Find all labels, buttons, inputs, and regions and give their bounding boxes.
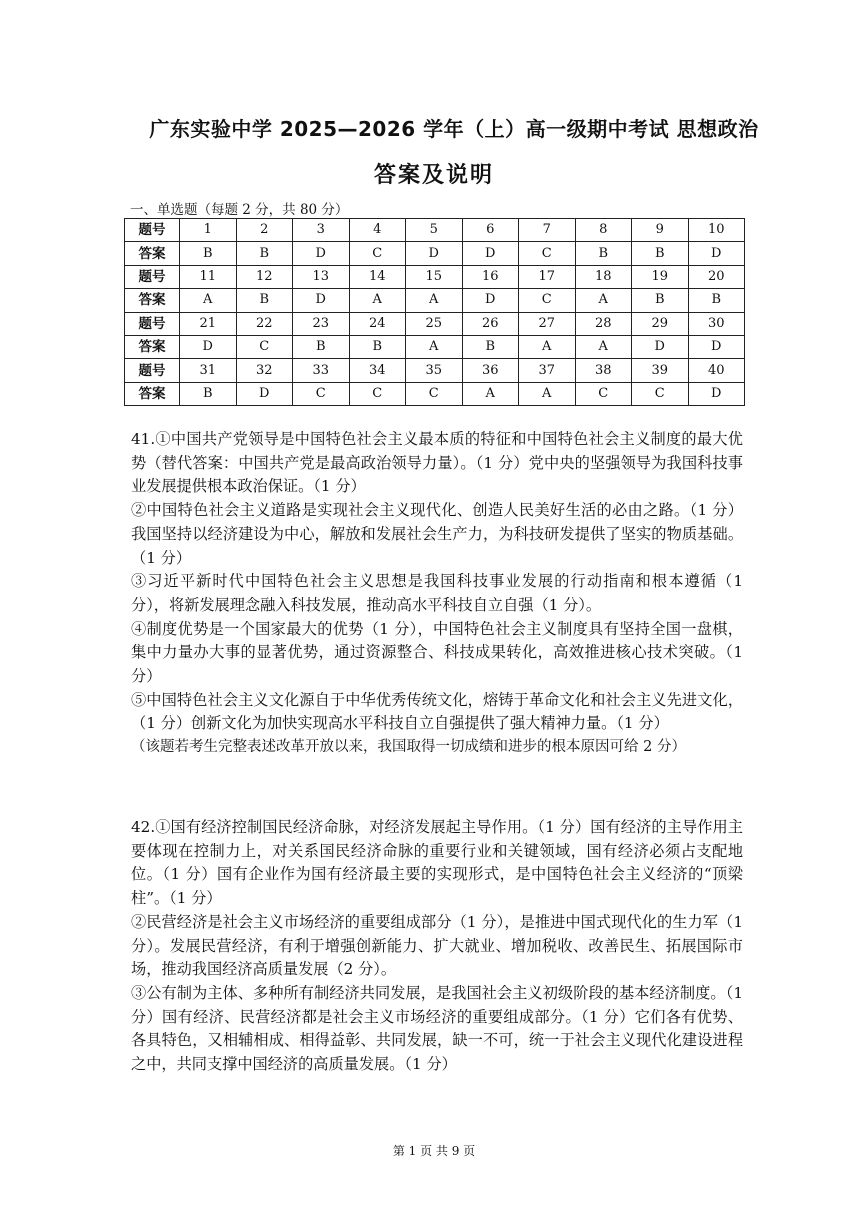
answer-cell: A xyxy=(519,335,576,358)
answer-cell: C xyxy=(293,382,350,405)
question-number-cell: 35 xyxy=(406,359,463,382)
answer-table-body xyxy=(125,219,745,406)
question-number-row xyxy=(125,265,745,288)
question-number-cell: 26 xyxy=(462,312,519,335)
question-number-cell: 25 xyxy=(406,312,463,335)
answer-cell: A xyxy=(349,289,406,312)
answer-cell: B xyxy=(632,289,689,312)
question-number-cell: 20 xyxy=(688,265,745,288)
question-number-cell: 32 xyxy=(236,359,293,382)
row-label: 题号 xyxy=(125,265,180,288)
row-label: 题号 xyxy=(125,312,180,335)
answer-paragraph: ②中国特色社会主义道路是实现社会主义现代化、创造人民美好生活的必由之路。（1 分）我国坚持以经济建设为中心，解放和发展社会生产力，为科技研发提供了坚实的物质基础。（1 分） xyxy=(131,501,743,567)
answer-cell: C xyxy=(519,242,576,265)
answer-cell: B xyxy=(688,289,745,312)
row-label: 答案 xyxy=(125,289,180,312)
answer-cell: B xyxy=(462,335,519,358)
answer-cell: A xyxy=(462,382,519,405)
answer-cell: B xyxy=(575,242,632,265)
question-number-cell: 34 xyxy=(349,359,406,382)
row-label: 答案 xyxy=(125,242,180,265)
row-label: 答案 xyxy=(125,382,180,405)
question-number-cell: 22 xyxy=(236,312,293,335)
answer-cell: C xyxy=(349,242,406,265)
answer-cell: D xyxy=(293,242,350,265)
answer-cell: C xyxy=(632,382,689,405)
answer-cell: A xyxy=(575,289,632,312)
answer-cell: D xyxy=(688,242,745,265)
answer-cell: A xyxy=(519,382,576,405)
question-number-cell: 33 xyxy=(293,359,350,382)
answer-cell: D xyxy=(236,382,293,405)
question-number-cell: 19 xyxy=(632,265,689,288)
question-number-cell: 5 xyxy=(406,219,463,242)
answer-paragraph: 41.①中国共产党领导是中国特色社会主义最本质的特征和中国特色社会主义制度的最大优势（替代答案：中国共产党是最高政治领导力量）。（1 分）党中央的坚强领导为我国科技事业发展提供根本政治保证。（1 分） xyxy=(131,430,743,496)
answer-cell: A xyxy=(406,335,463,358)
answer-paragraph: ⑤中国特色社会主义文化源自于中华优秀传统文化，熔铸于革命文化和社会主义先进文化，（1 分）创新文化为加快实现高水平科技自立自强提供了强大精神力量。（1 分） xyxy=(131,690,743,733)
question-number-cell: 2 xyxy=(236,219,293,242)
question-number-cell: 27 xyxy=(519,312,576,335)
question-number-cell: 28 xyxy=(575,312,632,335)
answer-cell: C xyxy=(519,289,576,312)
answer-cell: D xyxy=(632,335,689,358)
page-number: 第 1 页 共 9 页 xyxy=(392,1144,476,1158)
question-number-cell: 1 xyxy=(180,219,237,242)
answer-cell: D xyxy=(688,382,745,405)
question-number-row xyxy=(125,359,745,382)
answer-paragraph: ④制度优势是一个国家最大的优势（1 分），中国特色社会主义制度具有坚持全国一盘棋，集中力量办大事的显著优势，通过资源整合、科技成果转化，高效推进核心技术突破。（1 分） xyxy=(131,619,743,686)
row-label: 题号 xyxy=(125,219,180,242)
question-number-cell: 14 xyxy=(349,265,406,288)
answer-cell: B xyxy=(236,289,293,312)
row-label: 题号 xyxy=(125,359,180,382)
answer-cell: C xyxy=(406,382,463,405)
question-number-cell: 10 xyxy=(688,219,745,242)
question-number-cell: 29 xyxy=(632,312,689,335)
answer-row xyxy=(125,335,745,358)
answer-cell: D xyxy=(462,242,519,265)
answer-row xyxy=(125,382,745,405)
answer-cell: D xyxy=(688,335,745,358)
answer-paragraph: ③公有制为主体、多种所有制经济共同发展，是我国社会主义初级阶段的基本经济制度。（1 分）国有经济、民营经济都是社会主义市场经济的重要组成部分。（1 分）它们各有优势、各具特色，又相辅相成、相得益彰、共同发展，缺一不可，统一于社会主义现代化建设进程之中，共同支撑中国经济的高质量发展。（1 分） xyxy=(131,983,743,1074)
answer-row xyxy=(125,242,745,265)
question-number-cell: 12 xyxy=(236,265,293,288)
question-number-cell: 17 xyxy=(519,265,576,288)
answer-paragraph: 42.①国有经济控制国民经济命脉，对经济发展起主导作用。（1 分）国有经济的主导作用主要体现在控制力上，对关系国民经济命脉的重要行业和关键领域，国有经济必须占支配地位。（1 分）国有企业作为国有经济最主要的实现形式，是中国特色社会主义经济的“顶梁柱”。（1 分） xyxy=(131,818,743,908)
section-heading: 一、单选题（每题 2 分，共 80 分） xyxy=(130,202,349,218)
answer-cell: D xyxy=(462,289,519,312)
answer-table xyxy=(124,218,745,406)
question-number-cell: 6 xyxy=(462,219,519,242)
question-number-cell: 40 xyxy=(688,359,745,382)
answer-cell: C xyxy=(575,382,632,405)
question-number-cell: 7 xyxy=(519,219,576,242)
answer-cell: A xyxy=(180,289,237,312)
question-number-cell: 21 xyxy=(180,312,237,335)
question-number-cell: 24 xyxy=(349,312,406,335)
question-number-cell: 8 xyxy=(575,219,632,242)
question-number-cell: 4 xyxy=(349,219,406,242)
question-number-cell: 15 xyxy=(406,265,463,288)
row-label: 答案 xyxy=(125,335,180,358)
question-number-cell: 30 xyxy=(688,312,745,335)
answer-cell: A xyxy=(406,289,463,312)
answer-cell: D xyxy=(293,289,350,312)
answer-cell: A xyxy=(575,335,632,358)
question-number-cell: 9 xyxy=(632,219,689,242)
question-number-row xyxy=(125,312,745,335)
question-number-cell: 36 xyxy=(462,359,519,382)
question-number-cell: 37 xyxy=(519,359,576,382)
answer-cell: D xyxy=(406,242,463,265)
answer-cell: B xyxy=(180,242,237,265)
answer-cell: B xyxy=(632,242,689,265)
question-41-answer xyxy=(131,428,743,760)
answer-cell: B xyxy=(236,242,293,265)
answer-paragraph: ③习近平新时代中国特色社会主义思想是我国科技事业发展的行动指南和根本遵循（1 分），将新发展理念融入科技发展，推动高水平科技自立自强（1 分）。 xyxy=(131,572,743,614)
document-title: 广东实验中学 2025—2026 学年（上）高一级期中考试 思想政治 xyxy=(149,117,759,141)
grading-note: （该题若考生完整表述改革开放以来，我国取得一切成绩和进步的根本原因可给 2 分） xyxy=(131,739,686,756)
answer-cell: B xyxy=(349,335,406,358)
answer-cell: D xyxy=(180,335,237,358)
answer-paragraph: ②民营经济是社会主义市场经济的重要组成部分（1 分），是推进中国式现代化的生力军（1 分）。发展民营经济，有利于增强创新能力、扩大就业、增加税收、改善民生、拓展国际市场，推动我国经济高质量发展（2 分）。 xyxy=(131,912,743,979)
question-number-cell: 38 xyxy=(575,359,632,382)
answer-cell: C xyxy=(236,335,293,358)
question-number-cell: 11 xyxy=(180,265,237,288)
answer-cell: B xyxy=(180,382,237,405)
answer-cell: C xyxy=(349,382,406,405)
question-number-cell: 3 xyxy=(293,219,350,242)
question-number-cell: 39 xyxy=(632,359,689,382)
question-number-row xyxy=(125,219,745,242)
question-number-cell: 16 xyxy=(462,265,519,288)
question-number-cell: 31 xyxy=(180,359,237,382)
question-number-cell: 23 xyxy=(293,312,350,335)
document-subtitle: 答案及说明 xyxy=(373,163,494,188)
question-number-cell: 18 xyxy=(575,265,632,288)
question-42-answer xyxy=(131,816,743,1077)
answer-row xyxy=(125,289,745,312)
answer-cell: B xyxy=(293,335,350,358)
question-number-cell: 13 xyxy=(293,265,350,288)
